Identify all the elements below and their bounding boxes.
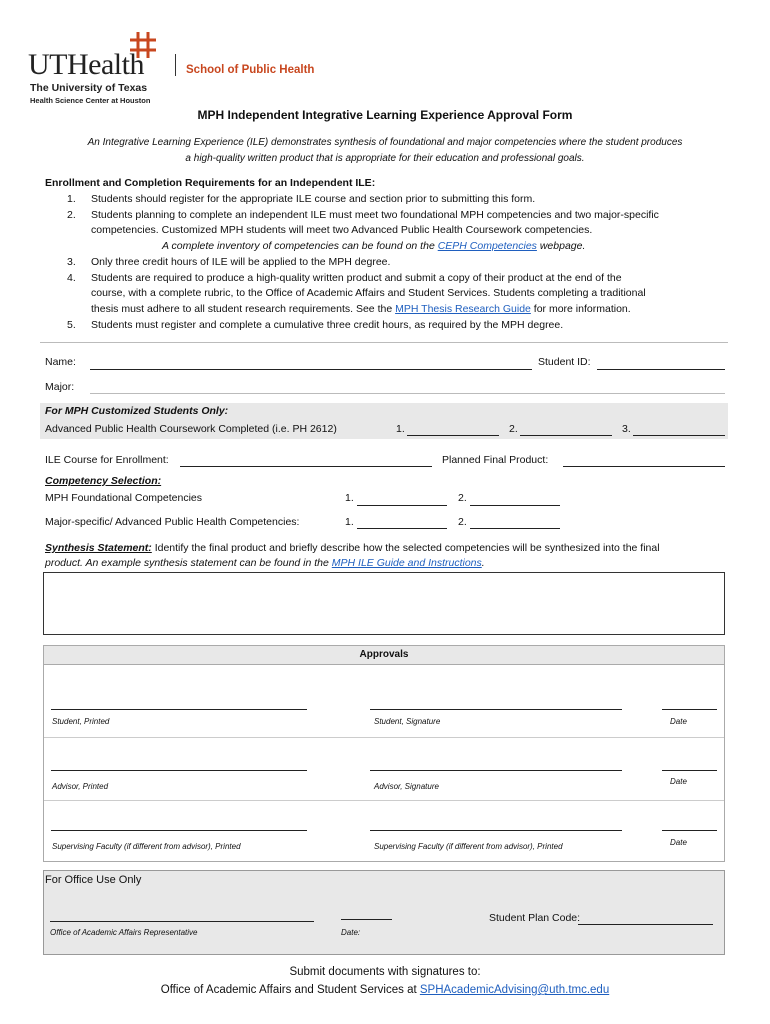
advanced-field-1[interactable] bbox=[407, 435, 499, 436]
section-divider bbox=[40, 342, 728, 343]
major-specific-num: 1. bbox=[345, 516, 354, 528]
footer-line-2 bbox=[0, 984, 770, 996]
major-specific-num: 2. bbox=[458, 516, 467, 528]
advanced-label: Advanced Public Health Coursework Completed (i.e. PH 2612) bbox=[45, 423, 337, 435]
req-text: course, with a complete rubric, to the Office of Academic Affairs and Student Services. Students completing a traditional bbox=[91, 287, 646, 299]
faculty-signature-field[interactable] bbox=[370, 830, 622, 831]
synthesis-text: . bbox=[481, 557, 485, 569]
representative-label: Office of Academic Affairs Representative bbox=[50, 928, 198, 937]
intro-line-2: a high-quality written product that is appropriate for their education and professional goals. bbox=[185, 153, 585, 164]
university-name: The University of Texas bbox=[30, 82, 148, 94]
req-text-part: thesis must adhere to all student research requirements. See the bbox=[91, 303, 396, 315]
advisor-signature-label: Advisor, Signature bbox=[374, 782, 439, 791]
ceph-competencies-link[interactable]: CEPH Competencies bbox=[437, 240, 537, 252]
planned-product-field[interactable] bbox=[563, 466, 725, 467]
office-date-label: Date: bbox=[341, 928, 361, 937]
name-label: Name: bbox=[45, 356, 76, 368]
advisor-date-field[interactable] bbox=[662, 770, 717, 771]
synthesis-text: Identify the final product and briefly describe how the selected competencies will be synthesized into the final bbox=[151, 542, 660, 554]
student-date-field[interactable] bbox=[662, 709, 717, 710]
ile-course-label: ILE Course for Enrollment: bbox=[45, 454, 169, 466]
req-text: Students should register for the appropriate ILE course and section prior to submitting this form. bbox=[91, 193, 536, 205]
requirements-heading: Enrollment and Completion Requirements for an Independent ILE: bbox=[45, 177, 376, 189]
customized-heading: For MPH Customized Students Only: bbox=[45, 405, 229, 417]
req-number: 5. bbox=[67, 319, 76, 331]
center-name: Health Science Center at Houston bbox=[30, 96, 151, 105]
req-number: 4. bbox=[67, 272, 76, 284]
faculty-date-field[interactable] bbox=[662, 830, 717, 831]
intro-line-1: An Integrative Learning Experience (ILE) demonstrates synthesis of foundational and major competencies where the student produces bbox=[87, 137, 683, 148]
row-divider bbox=[44, 737, 724, 738]
req-text-part: for more information. bbox=[530, 303, 631, 315]
planned-product-label: Planned Final Product: bbox=[442, 454, 549, 466]
major-specific-field-2[interactable] bbox=[470, 528, 560, 529]
req-text: Students planning to complete an independent ILE must meet two foundational MPH competencies and two major-specific bbox=[91, 209, 659, 221]
faculty-date-label: Date bbox=[670, 838, 687, 847]
faculty-printed-field[interactable] bbox=[51, 830, 307, 831]
office-date-field[interactable] bbox=[341, 919, 392, 920]
student-id-field[interactable] bbox=[597, 369, 725, 370]
faculty-signature-label: Supervising Faculty (if different from advisor), Printed bbox=[374, 842, 563, 851]
logo bbox=[28, 30, 368, 110]
student-signature-field[interactable] bbox=[370, 709, 622, 710]
student-signature-label: Student, Signature bbox=[374, 717, 441, 726]
advisor-printed-field[interactable] bbox=[51, 770, 307, 771]
req-text: competencies. Customized MPH students will meet two Advanced Public Health Coursework competencies. bbox=[91, 224, 593, 236]
req-text bbox=[91, 303, 631, 315]
plan-code-label: Student Plan Code: bbox=[489, 912, 581, 924]
advanced-field-2[interactable] bbox=[520, 435, 612, 436]
req-text bbox=[162, 240, 585, 252]
req-text: Students are required to produce a high-quality written product and submit a copy of their product at the end of the bbox=[91, 272, 622, 284]
synthesis-textbox[interactable] bbox=[43, 572, 725, 635]
advisor-signature-field[interactable] bbox=[370, 770, 622, 771]
foundational-num: 2. bbox=[458, 492, 467, 504]
page-title: MPH Independent Integrative Learning Experience Approval Form bbox=[197, 108, 573, 122]
advising-email-link[interactable]: SPHAcademicAdvising@uth.tmc.edu bbox=[419, 984, 610, 996]
logo-divider bbox=[175, 54, 176, 76]
major-label: Major: bbox=[45, 381, 75, 393]
synthesis-line-2 bbox=[45, 557, 485, 569]
synthesis-label: Synthesis Statement: bbox=[45, 542, 152, 554]
footer-text: Office of Academic Affairs and Student Services at bbox=[160, 984, 420, 996]
footer-line-1: Submit documents with signatures to: bbox=[289, 966, 481, 978]
student-date-label: Date bbox=[670, 717, 687, 726]
foundational-field-1[interactable] bbox=[357, 505, 447, 506]
major-field[interactable] bbox=[90, 393, 725, 394]
advanced-field-3[interactable] bbox=[633, 435, 725, 436]
office-use-box bbox=[43, 870, 725, 955]
req-number: 2. bbox=[67, 209, 76, 221]
req-number: 3. bbox=[67, 256, 76, 268]
office-heading: For Office Use Only bbox=[45, 874, 142, 886]
advanced-num: 2. bbox=[509, 423, 518, 435]
student-printed-label: Student, Printed bbox=[52, 717, 110, 726]
name-field[interactable] bbox=[90, 369, 532, 370]
foundational-label: MPH Foundational Competencies bbox=[45, 492, 202, 504]
req-text: Only three credit hours of ILE will be applied to the MPH degree. bbox=[91, 256, 391, 268]
row-divider bbox=[44, 800, 724, 801]
req-number: 1. bbox=[67, 193, 76, 205]
school-name: School of Public Health bbox=[186, 64, 315, 76]
advanced-num: 3. bbox=[622, 423, 631, 435]
req-text-part: webpage. bbox=[536, 240, 586, 252]
plan-code-field[interactable] bbox=[578, 924, 713, 925]
major-specific-label: Major-specific/ Advanced Public Health Competencies: bbox=[45, 516, 300, 528]
foundational-num: 1. bbox=[345, 492, 354, 504]
advanced-num: 1. bbox=[396, 423, 405, 435]
foundational-field-2[interactable] bbox=[470, 505, 560, 506]
logo-wordmark: UTHealth bbox=[28, 48, 144, 81]
ile-course-field[interactable] bbox=[180, 466, 432, 467]
faculty-printed-label: Supervising Faculty (if different from advisor), Printed bbox=[52, 842, 241, 851]
approvals-heading: Approvals bbox=[359, 649, 409, 660]
req-text: Students must register and complete a cumulative three credit hours, as required by the MPH degree. bbox=[91, 319, 564, 331]
student-printed-field[interactable] bbox=[51, 709, 307, 710]
ile-guide-link[interactable]: MPH ILE Guide and Instructions bbox=[331, 557, 482, 569]
thesis-guide-link[interactable]: MPH Thesis Research Guide bbox=[395, 303, 531, 315]
competency-heading: Competency Selection: bbox=[45, 475, 162, 487]
synthesis-text: product. An example synthesis statement can be found in the bbox=[45, 557, 332, 569]
representative-field[interactable] bbox=[50, 921, 314, 922]
req-text-part: A complete inventory of competencies can be found on the bbox=[162, 240, 438, 252]
advisor-date-label: Date bbox=[670, 777, 687, 786]
student-id-label: Student ID: bbox=[538, 356, 591, 368]
advisor-printed-label: Advisor, Printed bbox=[52, 782, 109, 791]
synthesis-line-1 bbox=[45, 542, 660, 554]
major-specific-field-1[interactable] bbox=[357, 528, 447, 529]
